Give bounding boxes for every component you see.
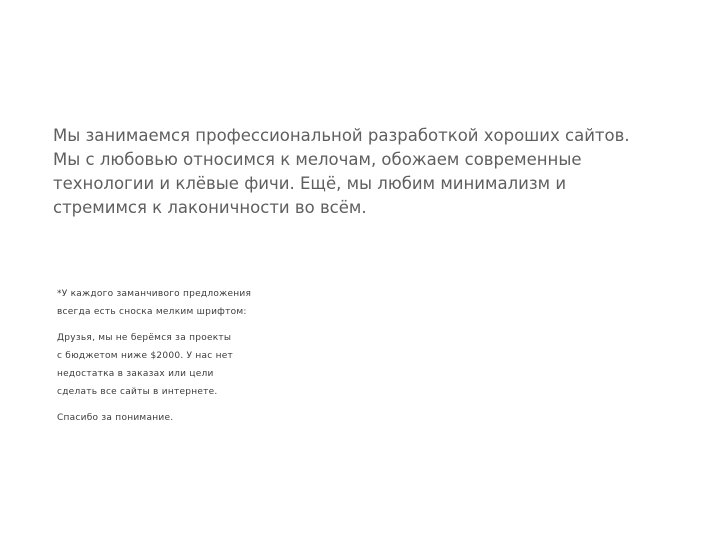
intro-line: Мы с любовью относимся к мелочам, обожаем современные bbox=[53, 150, 582, 169]
footnote-line: всегда есть сноска мелким шрифтом: bbox=[57, 307, 247, 317]
fine-print bbox=[57, 285, 357, 427]
budget-note bbox=[57, 329, 357, 401]
budget-line: с бюджетом ниже $2000. У нас нет bbox=[57, 351, 234, 361]
budget-line: Друзья, мы не берёмся за проекты bbox=[57, 333, 232, 343]
intro-line: стремимся к лаконичности во всём. bbox=[53, 198, 367, 217]
thanks-note bbox=[57, 409, 357, 427]
intro-line: Мы занимаемся профессиональной разработкой хороших сайтов. bbox=[53, 126, 630, 145]
intro-line: технологии и клёвые фичи. Ещё, мы любим минимализм и bbox=[53, 174, 567, 193]
footnote-note bbox=[57, 285, 357, 321]
footnote-line: *У каждого заманчивого предложения bbox=[57, 289, 252, 299]
budget-line: сделать все сайты в интернете. bbox=[57, 387, 218, 397]
budget-line: недостатка в заказах или цели bbox=[57, 369, 214, 379]
intro-text bbox=[53, 124, 693, 220]
thanks-line: Спасибо за понимание. bbox=[57, 413, 174, 423]
